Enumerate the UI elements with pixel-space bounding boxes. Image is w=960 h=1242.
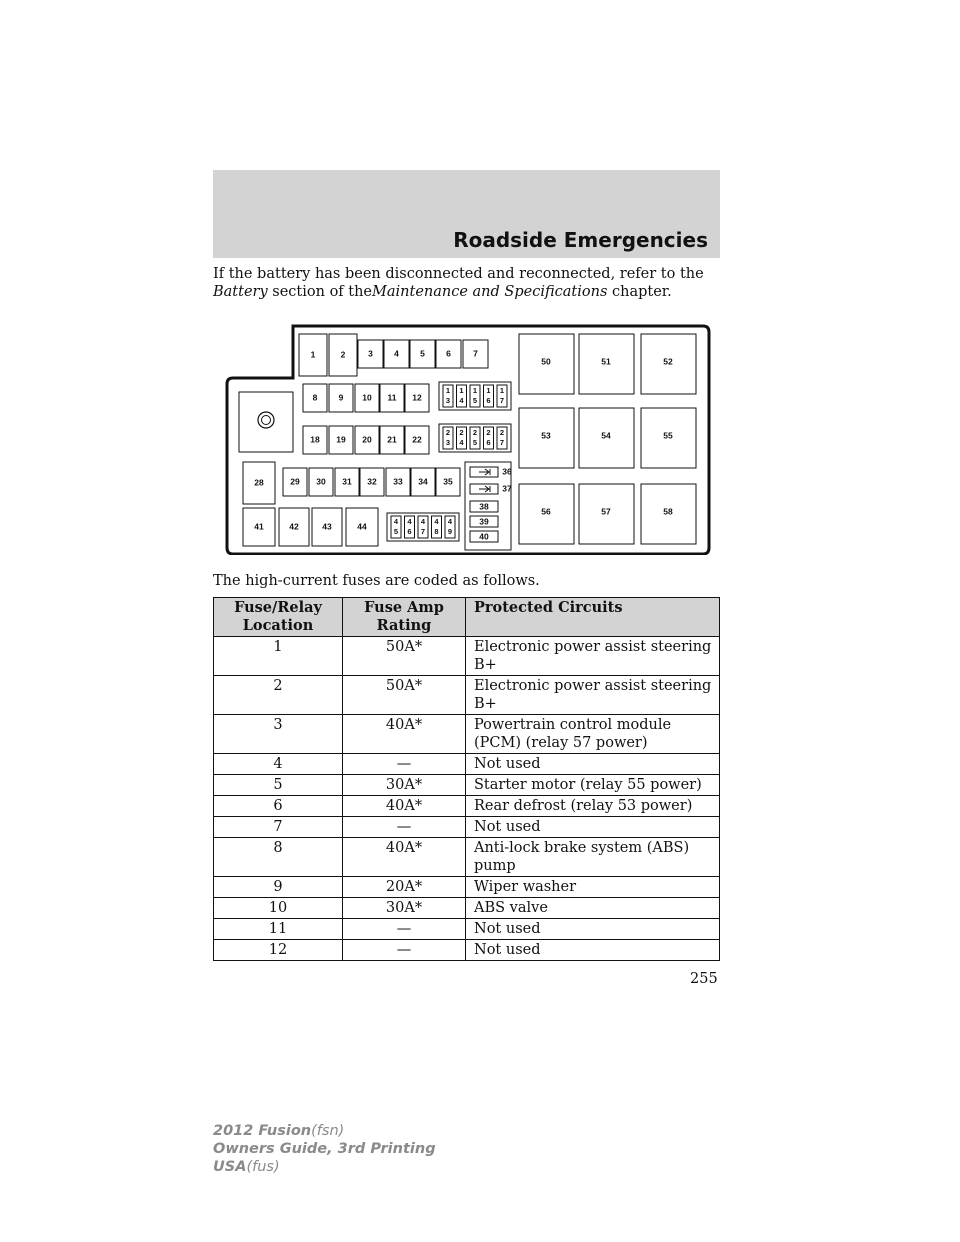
cell-location: 4: [214, 754, 343, 775]
fuse-label: 18: [310, 434, 320, 445]
fuse-label: 2: [499, 427, 505, 437]
fuse-box-diagram: [213, 320, 720, 555]
fuse-label: 4: [407, 516, 412, 526]
table-row: [214, 817, 720, 838]
fuse-label: 5: [420, 348, 425, 359]
cell-protected-circuit: Powertrain control module (PCM) (relay 57 power): [466, 715, 720, 754]
fuse-label: 2: [459, 427, 464, 437]
fuse-label: 1: [445, 385, 451, 395]
cell-location: 10: [214, 898, 343, 919]
cell-amp-rating: 40A*: [343, 796, 466, 817]
table-row: [214, 775, 720, 796]
cell-protected-circuit: Electronic power assist steering B+: [466, 676, 720, 715]
fuse-label: 28: [254, 477, 264, 488]
table-caption: The high-current fuses are coded as follows.: [213, 573, 540, 589]
cell-location: 3: [214, 715, 343, 754]
table-row: [214, 919, 720, 940]
chapter-title: Roadside Emergencies: [453, 228, 708, 252]
table-row: [214, 676, 720, 715]
fuse-label: 5: [472, 395, 478, 405]
cell-protected-circuit: Starter motor (relay 55 power): [466, 775, 720, 796]
diode-label: 37: [502, 483, 512, 494]
page-number: 255: [690, 971, 718, 987]
cell-protected-circuit: Not used: [466, 919, 720, 940]
table-row: [214, 637, 720, 676]
fuse-label: 4: [459, 437, 464, 447]
fuse-label: 21: [387, 434, 397, 445]
fuse-label: 50: [541, 356, 551, 367]
fuse-label: 44: [357, 521, 367, 532]
cell-amp-rating: 20A*: [343, 877, 466, 898]
cell-amp-rating: 40A*: [343, 838, 466, 877]
fuse-label: 2: [445, 427, 451, 437]
cell-amp-rating: 50A*: [343, 676, 466, 715]
fuse-label: 54: [601, 430, 611, 441]
battery-section-reference: Battery: [213, 284, 268, 300]
maintenance-chapter-reference: Maintenance and Specifications: [372, 284, 608, 300]
cell-amp-rating: 30A*: [343, 898, 466, 919]
cell-amp-rating: 30A*: [343, 775, 466, 796]
fuse-label: 20: [362, 434, 372, 445]
cell-amp-rating: —: [343, 919, 466, 940]
chapter-header-bar: [213, 170, 720, 258]
cell-location: 6: [214, 796, 343, 817]
fuse-label: 33: [393, 476, 403, 487]
document-footer: [213, 1122, 436, 1176]
fuse-label: 2: [472, 427, 478, 437]
cell-location: 7: [214, 817, 343, 838]
cell-protected-circuit: Not used: [466, 940, 720, 961]
fuse-label: 55: [663, 430, 673, 441]
table-row: [214, 898, 720, 919]
header-protected-circuits: Protected Circuits: [466, 598, 720, 637]
cell-location: 11: [214, 919, 343, 940]
fuse-label: 4: [447, 516, 453, 526]
cell-location: 1: [214, 637, 343, 676]
fuse-label: 11: [387, 392, 397, 403]
cell-protected-circuit: Electronic power assist steering B+: [466, 637, 720, 676]
cell-protected-circuit: Rear defrost (relay 53 power): [466, 796, 720, 817]
fuse-label: 9: [338, 392, 344, 403]
fuse-label: 38: [479, 501, 489, 512]
cell-location: 8: [214, 838, 343, 877]
fuse-label: 3: [445, 437, 451, 447]
cell-location: 9: [214, 877, 343, 898]
fuse-label: 57: [601, 506, 611, 517]
cell-amp-rating: —: [343, 754, 466, 775]
fuse-table: [213, 597, 720, 961]
fuse-label: 40: [479, 531, 489, 542]
fuse-label: 39: [479, 516, 489, 527]
fuse-label: 5: [472, 437, 478, 447]
fuse-label: 7: [499, 437, 505, 447]
fuse-label: 1: [459, 385, 464, 395]
ground-post-inner: [262, 416, 271, 425]
cell-protected-circuit: Not used: [466, 754, 720, 775]
table-row: [214, 838, 720, 877]
table-row: [214, 796, 720, 817]
cell-protected-circuit: ABS valve: [466, 898, 720, 919]
fuse-label: 30: [316, 476, 326, 487]
fuse-label: 4: [420, 516, 426, 526]
fuse-label: 56: [541, 506, 551, 517]
fuse-label: 3: [445, 395, 451, 405]
fuse-label: 7: [499, 395, 505, 405]
fuse-label: 8: [434, 526, 439, 536]
fuse-label: 1: [472, 385, 478, 395]
fuse-box-svg: [213, 320, 720, 555]
intro-paragraph: [213, 265, 720, 301]
fuse-label: 7: [473, 348, 478, 359]
fuse-label: 4: [459, 395, 464, 405]
fuse-label: 2: [486, 427, 491, 437]
footer-market: USA: [213, 1159, 247, 1175]
fuse-label: 35: [443, 476, 453, 487]
diode-label: 36: [502, 466, 512, 477]
cell-location: 2: [214, 676, 343, 715]
fuse-label: 1: [486, 385, 491, 395]
footer-model-code: (fsn): [311, 1123, 345, 1139]
fuse-label: 4: [394, 348, 399, 359]
cell-protected-circuit: Anti-lock brake system (ABS) pump: [466, 838, 720, 877]
fuse-label: 53: [541, 430, 551, 441]
table-header-row: [214, 598, 720, 637]
fuse-label: 19: [336, 434, 346, 445]
fuse-label: 31: [342, 476, 352, 487]
fuse-label: 41: [254, 521, 264, 532]
fuse-label: 6: [486, 395, 491, 405]
fuse-label: 42: [289, 521, 299, 532]
cell-location: 12: [214, 940, 343, 961]
fuse-label: 52: [663, 356, 673, 367]
header-location: Fuse/Relay Location: [214, 598, 343, 637]
table-row: [214, 715, 720, 754]
fuse-label: 4: [434, 516, 439, 526]
fuse-label: 6: [486, 437, 491, 447]
fuse-label: 32: [367, 476, 377, 487]
cell-protected-circuit: Wiper washer: [466, 877, 720, 898]
cell-amp-rating: 40A*: [343, 715, 466, 754]
fuse-label: 10: [362, 392, 372, 403]
intro-text-before: If the battery has been disconnected and reconnected, refer to the: [213, 266, 704, 282]
fuse-label: 34: [418, 476, 428, 487]
fuse-label: 1: [499, 385, 505, 395]
cell-amp-rating: —: [343, 940, 466, 961]
fuse-label: 3: [368, 348, 373, 359]
fuse-label: 6: [446, 348, 451, 359]
footer-model: 2012 Fusion: [213, 1123, 312, 1139]
table-row: [214, 940, 720, 961]
fuse-label: 8: [312, 392, 318, 403]
fuse-label: 58: [663, 506, 673, 517]
fuse-label: 43: [322, 521, 332, 532]
cell-protected-circuit: Not used: [466, 817, 720, 838]
footer-market-code: (fus): [246, 1159, 280, 1175]
fuse-label: 5: [393, 526, 399, 536]
fuse-label: 7: [420, 526, 426, 536]
intro-text-mid: section of the: [272, 284, 373, 300]
table-row: [214, 754, 720, 775]
fuse-label: 29: [290, 476, 300, 487]
fuse-label: 4: [393, 516, 399, 526]
cell-amp-rating: 50A*: [343, 637, 466, 676]
fuse-label: 6: [407, 526, 412, 536]
fuse-label: 2: [340, 349, 346, 360]
cell-amp-rating: —: [343, 817, 466, 838]
intro-text-after: chapter.: [612, 284, 672, 300]
fuse-label: 9: [447, 526, 453, 536]
table-row: [214, 877, 720, 898]
header-amp-rating: Fuse Amp Rating: [343, 598, 466, 637]
cell-location: 5: [214, 775, 343, 796]
fuse-label: 1: [310, 349, 316, 360]
fuse-label: 12: [412, 392, 422, 403]
fuse-label: 51: [601, 356, 611, 367]
fuse-label: 22: [412, 434, 422, 445]
footer-edition: Owners Guide, 3rd Printing: [213, 1141, 436, 1157]
